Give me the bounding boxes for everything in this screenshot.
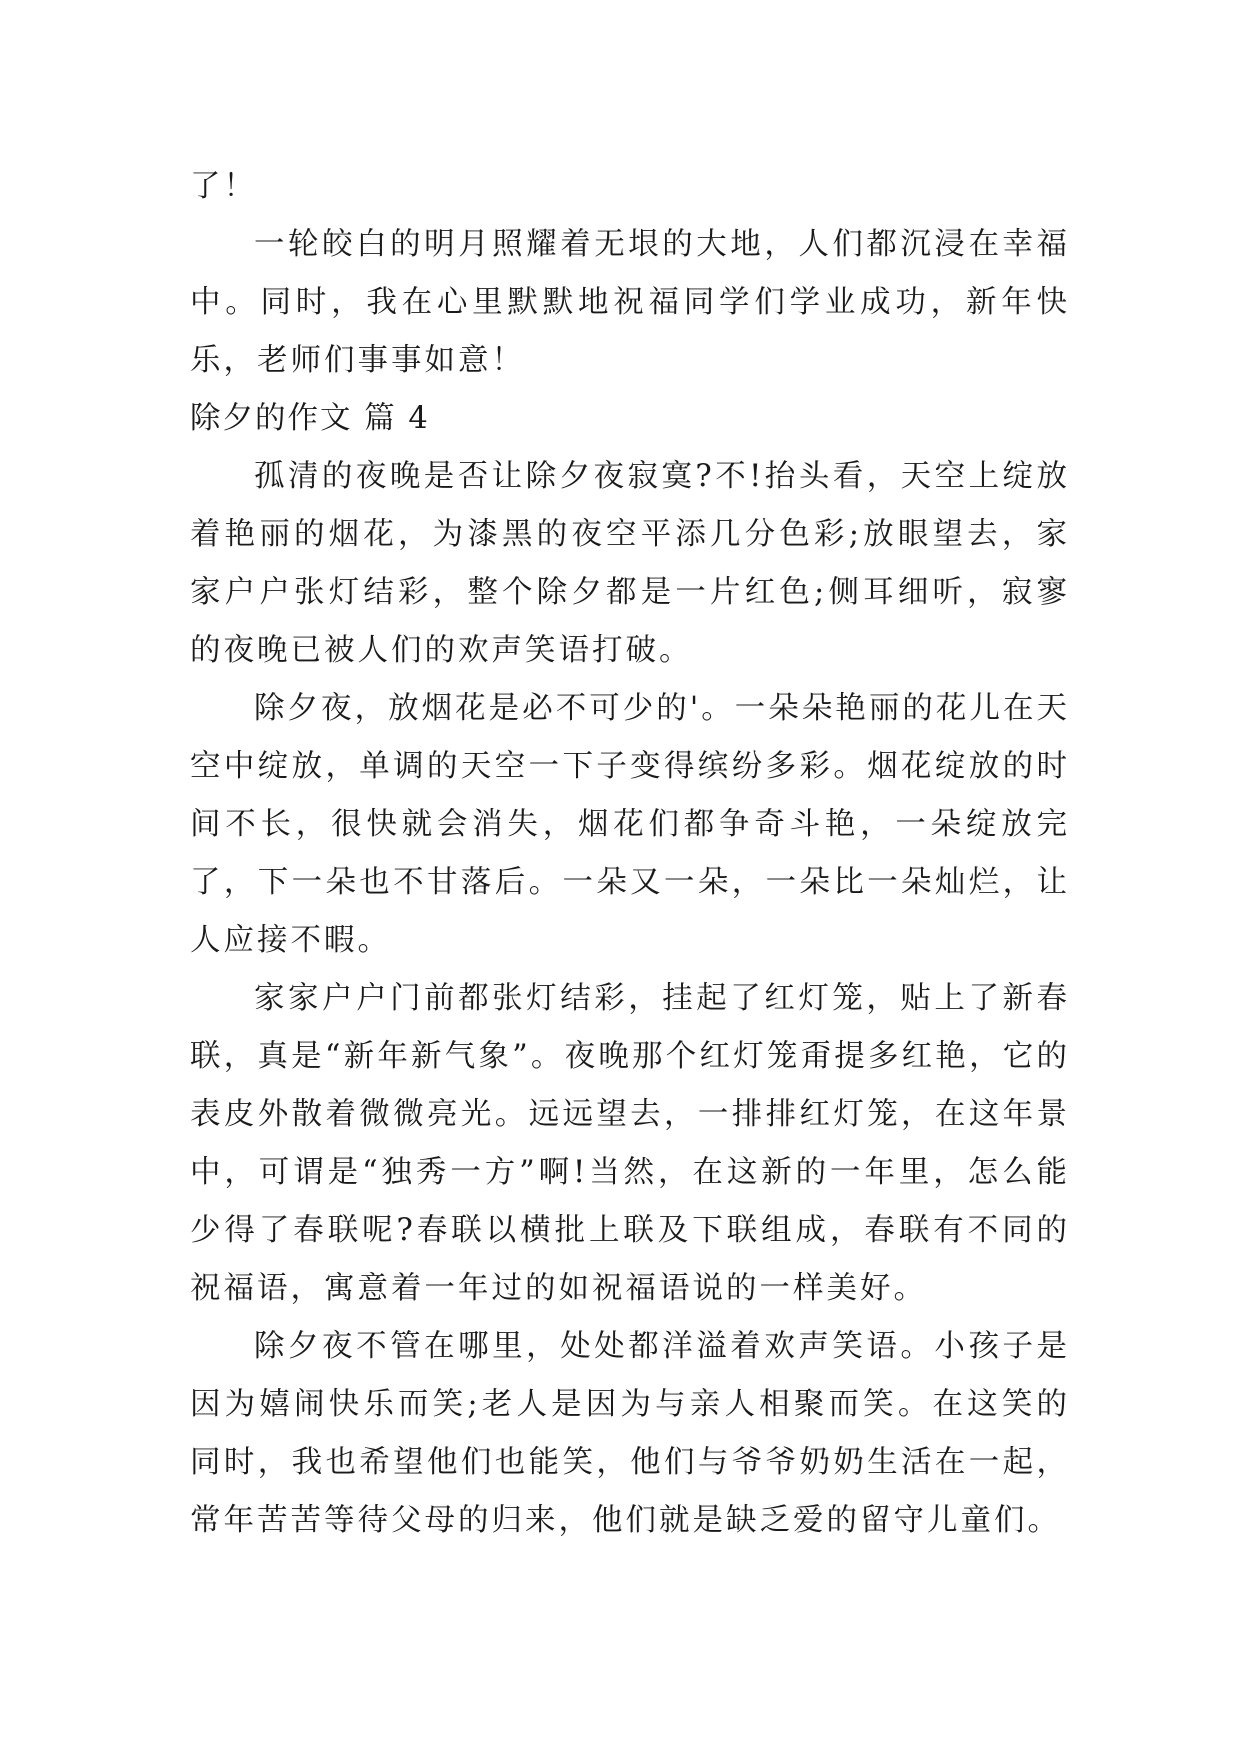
paragraph-fireworks: 除夕夜，放烟花是必不可少的'。一朵朵艳丽的花儿在天空中绽放，单调的天空一下子变得缤纷多彩。烟花绽放的时间不长，很快就会消失，烟花们都争奇斗艳，一朵绽放完了，下一朵也不甘落后。一朵又一朵，一朵比一朵灿烂，让人应接不暇。 — [190, 691, 1070, 958]
section-heading: 除夕的作文 篇 4 — [190, 401, 430, 436]
document-body — [190, 158, 1070, 1550]
paragraph-blessing: 一轮皎白的明月照耀着无垠的大地，人们都沉浸在幸福中。同时，我在心里默默地祝福同学们学业成功，新年快乐，老师们事事如意！ — [190, 227, 1070, 378]
paragraph-lanterns-couplets: 家家户户门前都张灯结彩，挂起了红灯笼，贴上了新春联，真是“新年新气象”。夜晚那个红灯笼甭提多红艳，它的表皮外散着微微亮光。远远望去，一排排红灯笼，在这年景中，可谓是“独秀一方”啊!当然，在这新的一年里，怎么能少得了春联呢?春联以横批上联及下联组成，春联有不同的祝福语，寓意着一年过的如祝福语说的一样美好。 — [190, 981, 1070, 1306]
paragraph-continuation-end: 了！ — [190, 169, 257, 204]
paragraph-lonely-night: 孤清的夜晚是否让除夕夜寂寞?不!抬头看，天空上绽放着艳丽的烟花，为漆黑的夜空平添几分色彩;放眼望去，家家户户张灯结彩，整个除夕都是一片红色;侧耳细听，寂寥的夜晚已被人们的欢声笑语打破。 — [190, 459, 1070, 668]
paragraph-laughter: 除夕夜不管在哪里，处处都洋溢着欢声笑语。小孩子是因为嬉闹快乐而笑;老人是因为与亲人相聚而笑。在这笑的同时，我也希望他们也能笑，他们与爷爷奶奶生活在一起，常年苦苦等待父母的归来，他们就是缺乏爱的留守儿童们。 — [190, 1329, 1070, 1538]
